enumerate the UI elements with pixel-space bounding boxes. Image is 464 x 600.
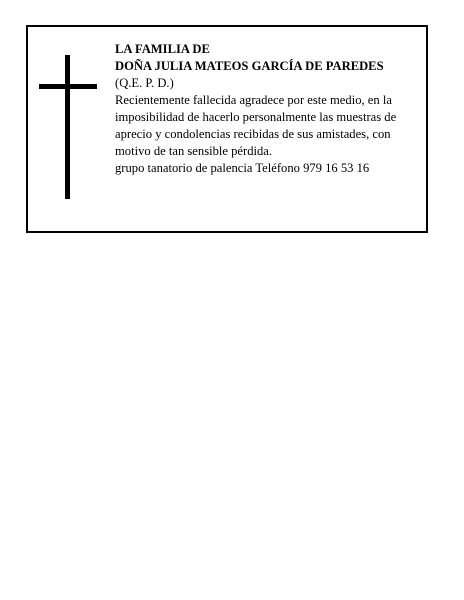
obituary-notice (26, 25, 428, 233)
body-line: aprecio y condolencias recibidas de sus amistades, con (115, 127, 391, 141)
body-line: motivo de tan sensible pérdida. (115, 144, 273, 158)
qep-text: (Q.E. P. D.) (115, 76, 174, 90)
heading-deceased-name: DOÑA JULIA MATEOS GARCÍA DE PAREDES (115, 59, 384, 73)
heading-family: LA FAMILIA DE (115, 42, 210, 56)
cross-icon (28, 27, 108, 231)
notice-text (115, 41, 421, 177)
funeral-home-contact: grupo tanatorio de palencia Teléfono 979 16 53 16 (115, 161, 370, 175)
cross-horizontal-bar (39, 84, 97, 89)
body-line: Recientemente fallecida agradece por este medio, en la (115, 93, 392, 107)
cross-vertical-bar (65, 55, 70, 199)
body-line: imposibilidad de hacerlo personalmente las muestras de (115, 110, 397, 124)
